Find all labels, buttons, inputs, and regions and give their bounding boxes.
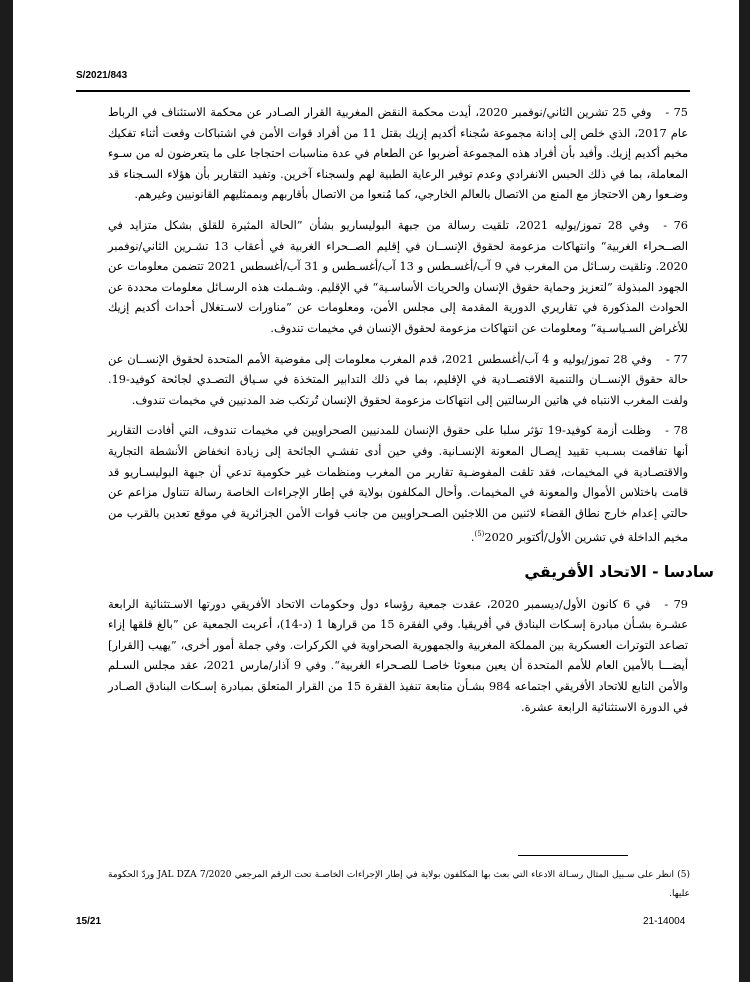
- paragraph-number: 75 -: [665, 106, 688, 119]
- footnote-number: (5): [677, 870, 690, 880]
- document-number: 21-14004: [643, 916, 686, 927]
- footnote-reference[interactable]: (5): [474, 530, 485, 539]
- footnote-text: انظر على سـبيل المثال رسـالة الادعاء التي بعث بها المكلفون بولاية في إطار الإجراءات الخاصـة تحت الرقم المرجعي JAL DZA 7/2020 وردّ الحكومة عليها.: [108, 870, 690, 899]
- footnote: [108, 866, 690, 904]
- paragraph-79: [108, 595, 688, 719]
- paragraph-text: وفي 25 تشرين الثاني/نوفمبر 2020، أيدت محكمة النقض المغربية القرار الصـادر عن محكمة الاستئناف في الرباط عام 2017، الذي خلص إلى إدانة مجموعة سُجناء أكديم إزيك بقتل 11 من أفراد قوات الأمن في اشتباكات وقعت أثناء تفكيك مخيم أكديم إزيك. وأفيد بأن أفراد هذه المجموعة أضربوا عن الطعام في عدة مناسبات احتجاجا على ما يتعرضون له من سـوء المعاملة، بما في ذلك الحبس الانفرادي وعدم توفير الرعاية الطبية لهم ولسجناء آخرين. وتفيد التقارير بأن هؤلاء السـجناء قد وضـعوا رهن الاحتجاز مع المنع من الاتصال بالعالم الخارجي، كما مُنعوا من الاتصال بأقاربهم وبممثليهم القانونيين وغيرهم.: [108, 106, 688, 202]
- paragraph-end: .: [470, 531, 475, 545]
- paragraph-number: 78 -: [665, 424, 688, 438]
- paragraph-text: في 6 كانون الأول/ديسمبر 2020، عقدت جمعية رؤساء دول وحكومات الاتحاد الأفريقي دورتها الاسـتثنائية الرابعة عشـرة بشـأن مبادرة إسـكات البنادق في أفريقيا. وفي الفقرة 15 من قرارها 1 (د-14)، أعربت الجمعية عن ”بالغ قلقها إزاء تصاعد التوترات العسكرية بين المملكة المغربية والجمهورية الصحراوية في الكركرات. وفي جملة أمور أخرى، ”يهيب [القرار] أيضـــا بالأمين العام للأمم المتحدة أن يعين مبعوثا خاصـا للصـحراء الغربية“. وفي 9 آذار/مارس 2021، عقد مجلس السـلم والأمن التابع للاتحاد الأفريقي اجتماعه 984 بشـأن متابعة تنفيذ الفقرة 15 من القرار المتعلق بمبادرة إسـكات البنادق الصـادر في الدورة الاستثنائية الرابعة عشرة.: [108, 597, 689, 714]
- page-number: 15/21: [76, 916, 102, 927]
- header-rule: [76, 90, 690, 92]
- section-heading: سادسا - الاتحاد الأفريقي: [524, 562, 714, 581]
- paragraph-78: [108, 421, 688, 548]
- body-text: [108, 103, 714, 728]
- paragraph-text: وفي 28 تموز/يوليه و 4 آب/أغسطس 2021، قدم المغرب معلومات إلى مفوضية الأمم المتحدة لحقوق الإنســان عن حالة حقوق الإنســان والتنمية الاقتصــادية في الإقليم، بما في ذلك التدابير المتخذة في سـياق التصـدي لجائحة كوفيد-19. ولفت المغرب الانتباه في هاتين الرسالتين إلى انتهاكات مزعومة لحقوق الإنسان تُرتكب ضد المدنيين في مخيمات تندوف.: [108, 352, 688, 407]
- paragraph-number: 76 -: [663, 218, 688, 232]
- document-symbol: S/2021/843: [76, 70, 128, 81]
- paragraph-77: [108, 350, 688, 412]
- paragraph-75: [108, 103, 688, 206]
- paragraph-number: 77 -: [665, 352, 688, 366]
- paragraph-text: وفي 28 تموز/يوليه 2021، تلقيت رسالة من جبهة البوليساريو بشأن ”الحالة المثيرة للقلق بشكل متزايد في الصــحراء الغربية“ وانتهاكات مزعومة لحقوق الإنســان في إقليم الصــحراء الغربية في أعقاب 13 تشـرين الثاني/نوفمبر 2020. وتلقيت رسـائل من المغرب في 9 آب/أغسـطس و 13 آب/أغسـطس و 31 آب/أغسطس 2021 تتضمن معلومات عن الجهود المبذولة ”لتعزيز وحماية حقوق الإنسان والحريات الأساسـية“ في الإقليم. وشـملت هذه الرسـائل معلومات محددة عن الحوادث المذكورة في تقاريري الدورية المقدمة إلى مجلس الأمن، ومعلومات عن ”مناورات لاسـتغلال أحداث أكديم إزيك للأغراض السـياسـية“ ومعلومات عن انتهاكات مزعومة لحقوق الإنسان في مخيمات تندوف.: [108, 218, 689, 335]
- paragraph-text: وظلت أزمة كوفيد-19 تؤثر سلبا على حقوق الإنسان للمدنيين الصحراويين في مخيمات تندوف، التي أفادت التقارير أنها تفاقمت بسـبب تقييد إيصـال المعونة الإنسـانية. وفي حين أدى تفشـي الجائحة إلى زيادة انخفاض الأنشطة التجارية والاقتصـادية في المخيمات، فقد تلقت المفوضـية تقارير من المغرب ومنظمات غير حكومية تدعي أن جبهة البوليسـاريو قد قامت باختلاس الأموال والمعونة في المخيمات. وأحال المكلفون بولاية في إطار الإجراءات الخاصة رسالة تتناول مزاعم عن حالتي إعدام خارج نطاق القضاء لاثنين من اللاجئين الصـحراويين من جانب قوات الأمن الجزائرية في موقع تعدين بالقرب من مخيم الداخلة في تشرين الأول/أكتوبر 2020: [108, 424, 688, 545]
- footnote-separator: [518, 855, 628, 856]
- paragraph-number: 79 -: [664, 597, 688, 611]
- document-page: [13, 0, 739, 982]
- paragraph-76: [108, 216, 688, 340]
